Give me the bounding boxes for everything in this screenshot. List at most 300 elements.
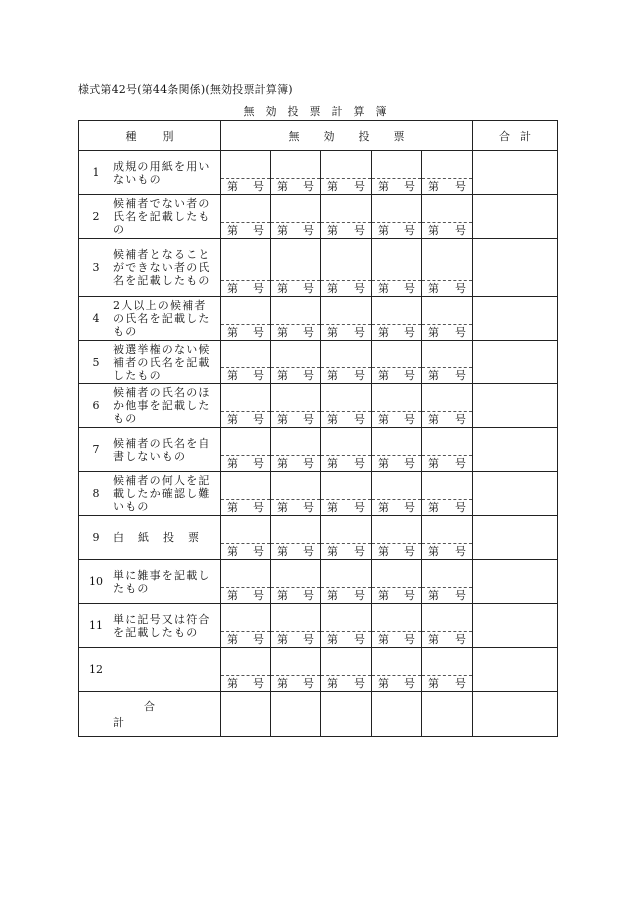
tally-dai: 第 (277, 589, 288, 602)
tally-number-label (221, 324, 270, 340)
tally-dai: 第 (378, 413, 389, 426)
row-total-cell[interactable] (473, 516, 558, 560)
tally-number-label (321, 499, 371, 515)
tally-number-label (321, 631, 371, 647)
tally-number-label (372, 587, 421, 603)
tally-number-label (271, 324, 320, 340)
sum-cell[interactable] (372, 692, 422, 737)
tally-dai: 第 (428, 224, 439, 237)
tally-cell[interactable] (422, 297, 473, 341)
tally-number-label (271, 543, 320, 559)
tally-go: 号 (253, 457, 264, 470)
tally-dai: 第 (327, 413, 338, 426)
row-total-cell[interactable] (473, 472, 558, 516)
tally-cell[interactable] (221, 516, 271, 560)
tally-cell[interactable] (221, 151, 271, 195)
tally-go: 号 (455, 180, 466, 193)
tally-dai: 第 (327, 326, 338, 339)
column-header-category: 種別 (79, 121, 221, 151)
tally-number-label (422, 499, 472, 515)
tally-cell[interactable] (321, 297, 372, 341)
tally-number-label (422, 280, 472, 296)
tally-cell[interactable] (271, 239, 321, 297)
tally-number-label (321, 324, 371, 340)
tally-go: 号 (354, 326, 365, 339)
tally-go: 号 (253, 633, 264, 646)
tally-cell[interactable] (422, 341, 473, 384)
tally-cell[interactable] (422, 604, 473, 648)
tally-go: 号 (404, 457, 415, 470)
tally-go: 号 (354, 282, 365, 295)
tally-dai: 第 (327, 224, 338, 237)
tally-dai: 第 (378, 326, 389, 339)
tally-go: 号 (303, 369, 314, 382)
row-number: 4 (92, 312, 100, 325)
tally-number-label (271, 587, 320, 603)
tally-cell[interactable] (372, 560, 422, 604)
tally-go: 号 (455, 282, 466, 295)
tally-dai: 第 (327, 457, 338, 470)
tally-cell[interactable] (271, 341, 321, 384)
tally-cell[interactable] (271, 560, 321, 604)
tally-number-label (372, 324, 421, 340)
tally-dai: 第 (227, 282, 238, 295)
tally-cell[interactable] (271, 151, 321, 195)
category-description: 2人以上の候補者の氏名を記載したもの (113, 299, 211, 338)
tally-go: 号 (253, 369, 264, 382)
tally-cell[interactable] (321, 604, 372, 648)
tally-number-label (321, 411, 371, 427)
row-number: 8 (92, 487, 100, 500)
category-description: 被選挙権のない候補者の氏名を記載したもの (113, 342, 211, 382)
tally-go: 号 (404, 224, 415, 237)
row-total-cell[interactable] (473, 560, 558, 604)
tally-go: 号 (455, 326, 466, 339)
tally-dai: 第 (277, 501, 288, 514)
row-number: 10 (89, 575, 103, 588)
tally-number-label (321, 543, 371, 559)
tally-dai: 第 (428, 677, 439, 690)
category-cell (79, 428, 221, 472)
tally-number-label (372, 499, 421, 515)
tally-cell[interactable] (271, 604, 321, 648)
tally-number-label (271, 411, 320, 427)
form-title: 無効投票計算簿 (243, 105, 398, 118)
table-row (79, 384, 558, 428)
tally-cell[interactable] (422, 384, 473, 428)
row-number: 2 (92, 210, 100, 223)
tally-go: 号 (303, 413, 314, 426)
row-number: 5 (92, 355, 100, 369)
tally-number-label (221, 455, 270, 471)
tally-cell[interactable] (422, 560, 473, 604)
tally-number-label (221, 675, 270, 691)
tally-dai: 第 (227, 224, 238, 237)
tally-cell[interactable] (422, 428, 473, 472)
tally-go: 号 (253, 282, 264, 295)
tally-go: 号 (253, 501, 264, 514)
tally-dai: 第 (277, 180, 288, 193)
tally-number-label (271, 499, 320, 515)
tally-cell[interactable] (372, 297, 422, 341)
tally-dai: 第 (327, 545, 338, 558)
row-total-cell[interactable] (473, 297, 558, 341)
tally-go: 号 (303, 589, 314, 602)
tally-go: 号 (253, 326, 264, 339)
row-number: 11 (89, 619, 103, 632)
tally-number-label (221, 367, 270, 383)
tally-dai: 第 (277, 633, 288, 646)
tally-number-label (221, 499, 270, 515)
tally-number-label (321, 367, 371, 383)
tally-cell[interactable] (321, 516, 372, 560)
tally-cell[interactable] (422, 472, 473, 516)
tally-go: 号 (354, 677, 365, 690)
tally-go: 号 (354, 589, 365, 602)
tally-dai: 第 (378, 369, 389, 382)
table-row (79, 604, 558, 648)
row-total-cell[interactable] (473, 604, 558, 648)
table-row (79, 516, 558, 560)
tally-cell[interactable] (372, 648, 422, 692)
tally-cell[interactable] (221, 604, 271, 648)
sum-row (79, 692, 558, 737)
category-cell (79, 516, 221, 560)
tally-go: 号 (455, 224, 466, 237)
tally-go: 号 (253, 224, 264, 237)
category-cell (79, 648, 221, 692)
tally-cell[interactable] (422, 239, 473, 297)
tally-go: 号 (455, 633, 466, 646)
tally-go: 号 (303, 501, 314, 514)
column-header-total: 合計 (473, 121, 558, 151)
tally-go: 号 (404, 369, 415, 382)
tally-dai: 第 (428, 545, 439, 558)
tally-go: 号 (303, 457, 314, 470)
tally-cell[interactable] (271, 297, 321, 341)
tally-dai: 第 (227, 545, 238, 558)
category-description: 候補者の氏名のほか他事を記載したもの (113, 386, 211, 425)
tally-go: 号 (303, 677, 314, 690)
table-row (79, 428, 558, 472)
tally-dai: 第 (277, 457, 288, 470)
tally-cell[interactable] (221, 560, 271, 604)
tally-dai: 第 (378, 282, 389, 295)
tally-dai: 第 (378, 589, 389, 602)
category-cell (79, 341, 221, 384)
row-number: 12 (89, 663, 103, 676)
tally-number-label (321, 178, 371, 194)
tally-go: 号 (404, 326, 415, 339)
table-row (79, 341, 558, 384)
table-row (79, 239, 558, 297)
row-total-cell[interactable] (473, 428, 558, 472)
tally-dai: 第 (227, 326, 238, 339)
category-description: 候補者でない者の氏名を記載したもの (113, 197, 211, 236)
tally-cell[interactable] (321, 239, 372, 297)
tally-cell[interactable] (372, 428, 422, 472)
tally-cell[interactable] (221, 648, 271, 692)
tally-cell[interactable] (271, 384, 321, 428)
category-cell (79, 239, 221, 297)
tally-number-label (372, 455, 421, 471)
tally-go: 号 (354, 413, 365, 426)
tally-number-label (271, 222, 320, 238)
tally-cell[interactable] (321, 195, 372, 239)
tally-number-label (422, 367, 472, 383)
tally-number-label (321, 675, 371, 691)
tally-cell[interactable] (221, 297, 271, 341)
tally-go: 号 (455, 589, 466, 602)
tally-dai: 第 (227, 369, 238, 382)
tally-go: 号 (455, 369, 466, 382)
tally-dai: 第 (277, 224, 288, 237)
tally-go: 号 (404, 589, 415, 602)
row-total-cell[interactable] (473, 195, 558, 239)
tally-cell[interactable] (422, 516, 473, 560)
tally-dai: 第 (378, 501, 389, 514)
tally-dai: 第 (327, 677, 338, 690)
row-total-cell[interactable] (473, 151, 558, 195)
tally-cell[interactable] (372, 604, 422, 648)
column-header-invalid-votes: 無効投票 (221, 121, 473, 151)
tally-cell[interactable] (221, 195, 271, 239)
tally-cell[interactable] (271, 472, 321, 516)
tally-dai: 第 (277, 282, 288, 295)
tally-dai: 第 (428, 413, 439, 426)
category-cell (79, 297, 221, 341)
tally-number-label (221, 631, 270, 647)
tally-go: 号 (404, 677, 415, 690)
tally-cell[interactable] (321, 428, 372, 472)
tally-dai: 第 (428, 369, 439, 382)
tally-number-label (422, 543, 472, 559)
row-number: 3 (92, 261, 100, 274)
tally-go: 号 (354, 224, 365, 237)
tally-cell[interactable] (221, 341, 271, 384)
tally-dai: 第 (327, 633, 338, 646)
tally-number-label (372, 222, 421, 238)
tally-go: 号 (455, 677, 466, 690)
tally-go: 号 (354, 180, 365, 193)
tally-number-label (422, 178, 472, 194)
tally-dai: 第 (428, 589, 439, 602)
tally-cell[interactable] (221, 472, 271, 516)
tally-go: 号 (303, 326, 314, 339)
tally-go: 号 (404, 545, 415, 558)
tally-dai: 第 (327, 589, 338, 602)
tally-go: 号 (303, 545, 314, 558)
tally-dai: 第 (277, 413, 288, 426)
tally-cell[interactable] (372, 151, 422, 195)
tally-cell[interactable] (271, 516, 321, 560)
tally-go: 号 (354, 545, 365, 558)
tally-number-label (372, 631, 421, 647)
tally-number-label (372, 280, 421, 296)
tally-dai: 第 (428, 501, 439, 514)
tally-number-label (321, 280, 371, 296)
tally-go: 号 (253, 180, 264, 193)
tally-cell[interactable] (321, 341, 372, 384)
tally-cell[interactable] (372, 384, 422, 428)
tally-number-label (321, 455, 371, 471)
sum-cell[interactable] (321, 692, 372, 737)
tally-dai: 第 (327, 369, 338, 382)
tally-go: 号 (404, 633, 415, 646)
category-cell (79, 151, 221, 195)
tally-go: 号 (404, 413, 415, 426)
tally-go: 号 (354, 633, 365, 646)
sum-label: 合計 (79, 692, 221, 737)
tally-number-label (372, 543, 421, 559)
tally-dai: 第 (378, 633, 389, 646)
tally-cell[interactable] (372, 516, 422, 560)
tally-cell[interactable] (321, 648, 372, 692)
category-cell (79, 195, 221, 239)
row-total-cell[interactable] (473, 384, 558, 428)
tally-number-label (422, 455, 472, 471)
tally-dai: 第 (428, 180, 439, 193)
tally-go: 号 (303, 633, 314, 646)
tally-dai: 第 (327, 501, 338, 514)
tally-go: 号 (455, 457, 466, 470)
tally-go: 号 (253, 589, 264, 602)
tally-cell[interactable] (422, 195, 473, 239)
row-total-cell[interactable] (473, 648, 558, 692)
category-cell (79, 560, 221, 604)
tally-number-label (221, 587, 270, 603)
table-body (79, 151, 558, 692)
tally-cell[interactable] (271, 428, 321, 472)
table-row (79, 151, 558, 195)
tally-go: 号 (253, 545, 264, 558)
row-number: 6 (92, 399, 100, 412)
tally-number-label (271, 631, 320, 647)
tally-go: 号 (455, 545, 466, 558)
category-description: 成規の用紙を用いないもの (113, 159, 211, 186)
row-number: 1 (92, 166, 100, 179)
grand-total-cell[interactable] (473, 692, 558, 737)
tally-dai: 第 (227, 589, 238, 602)
tally-dai: 第 (378, 545, 389, 558)
category-cell (79, 604, 221, 648)
tally-dai: 第 (428, 326, 439, 339)
tally-cell[interactable] (372, 341, 422, 384)
tally-dai: 第 (277, 677, 288, 690)
tally-cell[interactable] (271, 648, 321, 692)
tally-dai: 第 (428, 457, 439, 470)
tally-go: 号 (404, 282, 415, 295)
tally-number-label (422, 631, 472, 647)
tally-cell[interactable] (372, 195, 422, 239)
invalid-vote-tally-table (78, 120, 558, 737)
tally-cell[interactable] (221, 239, 271, 297)
tally-number-label (271, 367, 320, 383)
table-row (79, 648, 558, 692)
tally-number-label (321, 222, 371, 238)
tally-cell[interactable] (321, 560, 372, 604)
row-total-cell[interactable] (473, 239, 558, 297)
tally-dai: 第 (277, 326, 288, 339)
tally-cell[interactable] (221, 428, 271, 472)
tally-cell[interactable] (321, 151, 372, 195)
tally-number-label (271, 280, 320, 296)
table-row (79, 195, 558, 239)
tally-number-label (321, 587, 371, 603)
tally-number-label (221, 411, 270, 427)
tally-number-label (271, 455, 320, 471)
category-description: 白紙投票 (113, 531, 213, 544)
tally-go: 号 (354, 501, 365, 514)
tally-go: 号 (354, 457, 365, 470)
tally-number-label (422, 411, 472, 427)
tally-dai: 第 (277, 369, 288, 382)
tally-number-label (422, 675, 472, 691)
header-row (79, 121, 558, 151)
tally-go: 号 (404, 501, 415, 514)
tally-go: 号 (303, 282, 314, 295)
tally-dai: 第 (327, 282, 338, 295)
category-cell (79, 472, 221, 516)
row-number: 9 (92, 531, 100, 544)
tally-number-label (372, 411, 421, 427)
table-row (79, 560, 558, 604)
tally-go: 号 (404, 180, 415, 193)
category-description: 候補者の氏名を自書しないもの (113, 436, 211, 463)
tally-cell[interactable] (372, 472, 422, 516)
tally-dai: 第 (428, 282, 439, 295)
tally-number-label (271, 675, 320, 691)
tally-number-label (221, 280, 270, 296)
tally-dai: 第 (227, 677, 238, 690)
tally-cell[interactable] (271, 195, 321, 239)
tally-dai: 第 (227, 180, 238, 193)
sum-cell[interactable] (271, 692, 321, 737)
tally-go: 号 (354, 369, 365, 382)
sum-cell[interactable] (422, 692, 473, 737)
tally-number-label (372, 675, 421, 691)
tally-go: 号 (455, 413, 466, 426)
tally-number-label (422, 222, 472, 238)
tally-dai: 第 (227, 457, 238, 470)
tally-dai: 第 (327, 180, 338, 193)
tally-number-label (372, 178, 421, 194)
row-total-cell[interactable] (473, 341, 558, 384)
table-row (79, 297, 558, 341)
tally-dai: 第 (277, 545, 288, 558)
tally-number-label (422, 587, 472, 603)
tally-number-label (271, 178, 320, 194)
sum-cell[interactable] (221, 692, 271, 737)
tally-dai: 第 (378, 180, 389, 193)
tally-go: 号 (253, 677, 264, 690)
tally-go: 号 (253, 413, 264, 426)
tally-dai: 第 (378, 457, 389, 470)
tally-number-label (422, 324, 472, 340)
tally-go: 号 (455, 501, 466, 514)
tally-dai: 第 (378, 224, 389, 237)
tally-cell[interactable] (372, 239, 422, 297)
form-number: 様式第42号(第44条関係)(無効投票計算簿) (78, 83, 293, 96)
tally-number-label (221, 543, 270, 559)
tally-cell[interactable] (221, 384, 271, 428)
tally-go: 号 (303, 224, 314, 237)
tally-cell[interactable] (321, 384, 372, 428)
tally-go: 号 (303, 180, 314, 193)
tally-cell[interactable] (422, 648, 473, 692)
tally-cell[interactable] (422, 151, 473, 195)
tally-cell[interactable] (321, 472, 372, 516)
